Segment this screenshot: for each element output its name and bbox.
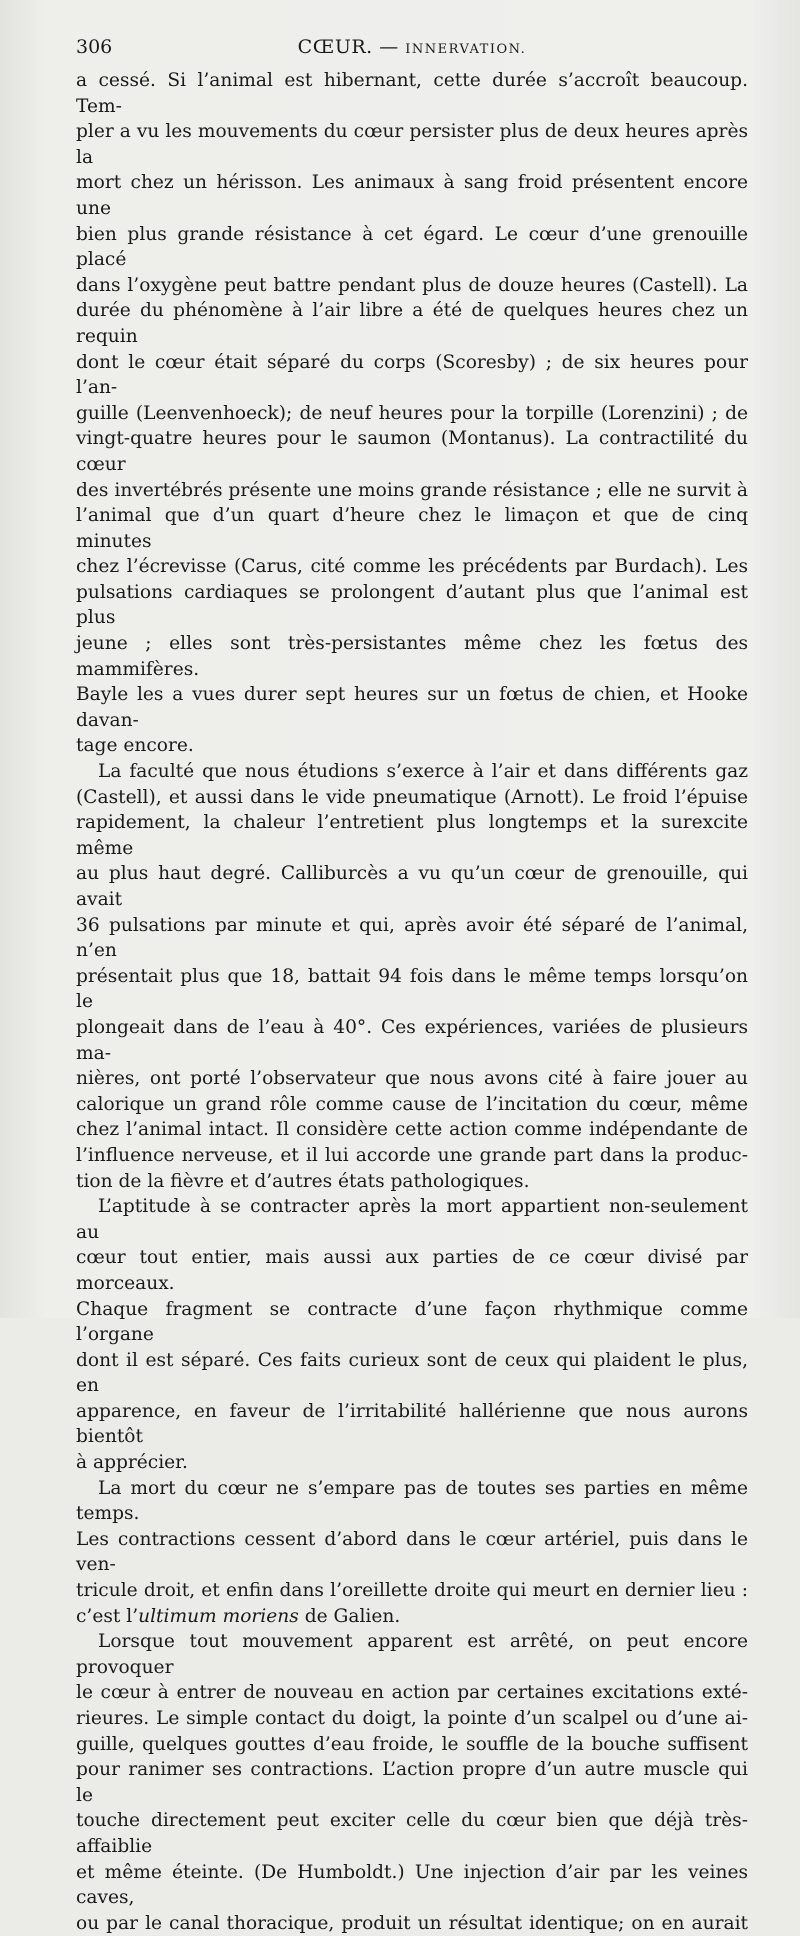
text-line: jeune ; elles sont très-persistantes même chez les fœtus des mammifères. [76, 633, 748, 680]
text-line: dans l’oxygène peut battre pendant plus de douze heures (Castell). La [76, 274, 748, 296]
text-line: pler a vu les mouvements du cœur persister plus de deux heures après la [76, 121, 748, 168]
text-line: nières, ont porté l’observateur que nous avons cité à faire jouer au [76, 1068, 748, 1090]
text-line: et même éteinte. (De Humboldt.) Une injection d’air par les veines caves, [76, 1861, 748, 1909]
text-line: pulsations cardiaques se prolongent d’autant plus que l’animal est plus [76, 581, 748, 629]
text-line: ou par le canal thoracique, produit un résultat identique; on en aurait [76, 1912, 748, 1934]
page-number: 306 [76, 36, 113, 58]
text-line: rapidement, la chaleur l’entretient plus longtemps et la surexcite même [76, 812, 748, 859]
text-line: au plus haut degré. Calliburcès a vu qu’un cœur de grenouille, qui avait [76, 863, 748, 910]
text-line: touche directement peut exciter celle du cœur bien que déjà très-affaiblie [76, 1810, 748, 1857]
text-line: L’aptitude à se contracter après la mort appartient non-seulement au [76, 1196, 748, 1243]
text-line: calorique un grand rôle comme cause de l’incitation du cœur, même [76, 1093, 748, 1115]
text-line: Bayle les a vues durer sept heures sur un fœtus de chien, et Hooke davan- [76, 684, 748, 731]
text-line: a cessé. Si l’animal est hibernant, cette durée s’accroît beaucoup. Tem- [76, 70, 748, 117]
body-text [76, 68, 748, 1936]
text-line: l’animal que d’un quart d’heure chez le limaçon et que de cinq minutes [76, 505, 748, 552]
text-line: tricule droit, et enfin dans l’oreillette droite qui meurt en dernier lieu : [76, 1580, 748, 1602]
text-line: durée du phénomène à l’air libre a été de quelques heures chez un requin [76, 300, 748, 347]
text-line: à apprécier. [76, 1452, 188, 1474]
text-line: bien plus grande résistance à cet égard. Le cœur d’une grenouille placé [76, 223, 748, 271]
text-line: La faculté que nous étudions s’exerce à l’air et dans différents gaz [98, 761, 748, 783]
text-line: dont le cœur était séparé du corps (Scoresby) ; de six heures pour l’an- [76, 351, 748, 399]
text-line: le cœur à entrer de nouveau en action par certaines excitations exté- [76, 1682, 748, 1704]
text-line: plongeait dans de l’eau à 40°. Ces expériences, variées de plusieurs ma- [76, 1016, 748, 1064]
text-line: tage encore. [76, 735, 194, 757]
text-line: (Castell), et aussi dans le vide pneumatique (Arnott). Le froid l’épuise [76, 786, 748, 808]
running-separator: — [379, 36, 399, 58]
text-line: cœur tout entier, mais aussi aux parties de ce cœur divisé par morceaux. [76, 1247, 748, 1294]
text-line: 36 pulsations par minute et qui, après avoir été séparé de l’animal, n’en [76, 914, 748, 962]
text-line: guille, quelques gouttes d’eau froide, le souffle de la bouche suffisent [76, 1733, 748, 1755]
text-line: vingt-quatre heures pour le saumon (Montanus). La contractilité du cœur [76, 428, 748, 475]
text-line: Les contractions cessent d’abord dans le cœur artériel, puis dans le ven- [76, 1528, 748, 1576]
text-line: Lorsque tout mouvement apparent est arrêté, on peut encore provoquer [76, 1631, 748, 1678]
text-line: mort chez un hérisson. Les animaux à sang froid présentent encore une [76, 172, 748, 219]
text-fragment: c’est l’ [76, 1605, 139, 1627]
text-line: des invertébrés présente une moins grande résistance ; elle ne survit à [76, 479, 748, 501]
text-line: présentait plus que 18, battait 94 fois dans le même temps lorsqu’on le [76, 965, 748, 1013]
text-line: apparence, en faveur de l’irritabilité hallérienne que nous aurons bientôt [76, 1400, 748, 1448]
text-line: guille (Leenvenhoeck); de neuf heures pour la torpille (Lorenzini) ; de [76, 402, 748, 424]
text-fragment: de Galien. [298, 1605, 401, 1627]
text-line: La mort du cœur ne s’empare pas de toutes ses parties en même temps. [76, 1477, 748, 1525]
running-title: CŒUR. [297, 36, 373, 58]
text-line: Chaque fragment se contracte d’une façon rhythmique comme l’organe [76, 1298, 748, 1346]
text-line: pour ranimer ses contractions. L’action propre d’un autre muscle qui le [76, 1759, 748, 1806]
text-line: chez l’écrevisse (Carus, cité comme les précédents par Burdach). Les [76, 556, 748, 578]
text-line [76, 1604, 748, 1630]
latin-phrase: ultimum moriens [138, 1605, 299, 1627]
text-line: l’influence nerveuse, et il lui accorde une grande part dans la produc- [76, 1144, 748, 1166]
text-line: tion de la fièvre et d’autres états pathologiques. [76, 1170, 530, 1192]
text-line: dont il est séparé. Ces faits curieux sont de ceux qui plaident le plus, en [76, 1349, 748, 1397]
text-line: chez l’animal intact. Il considère cette action comme indépendante de [76, 1119, 748, 1141]
text-line: rieures. Le simple contact du doigt, la pointe d’un scalpel ou d’une ai- [76, 1708, 748, 1729]
running-head [76, 36, 748, 58]
page-header [76, 36, 748, 62]
running-subtitle: INNERVATION. [405, 42, 527, 57]
